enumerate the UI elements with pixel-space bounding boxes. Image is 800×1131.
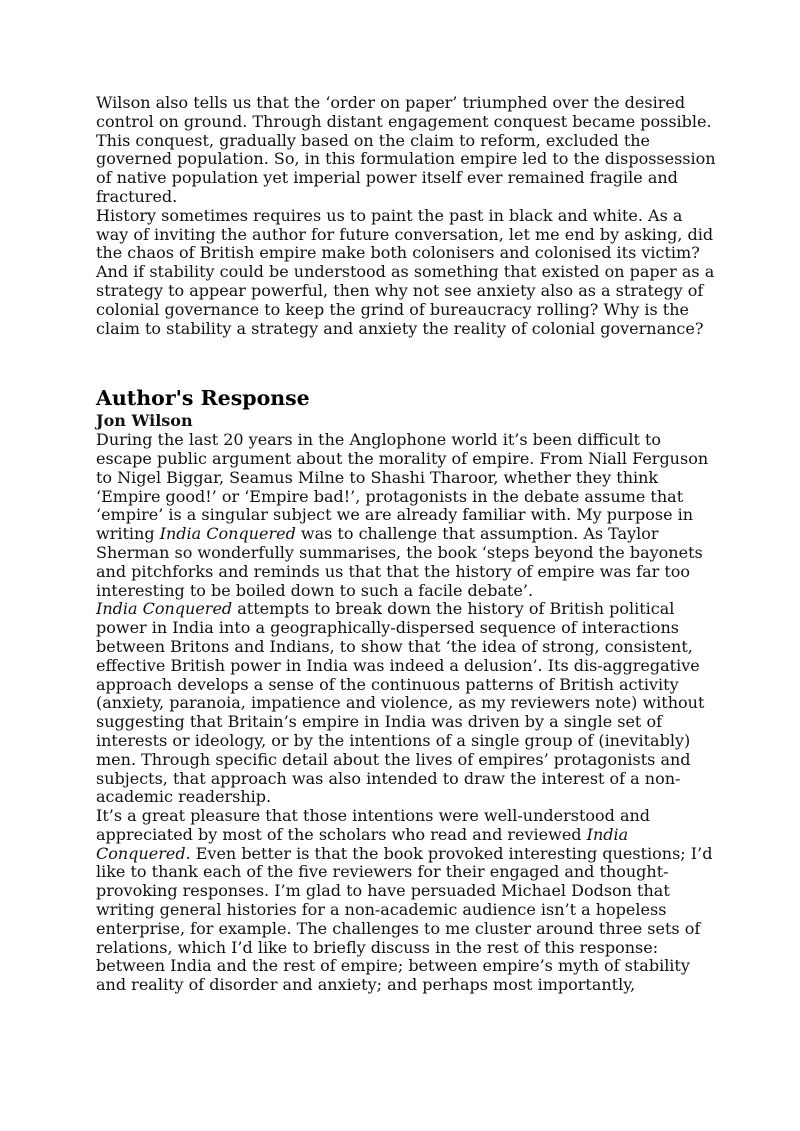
document-page	[96, 94, 716, 995]
text-run: It’s a great pleasure that those intentions were well-understood and appreciated by most of the scholars who read and reviewed	[96, 806, 651, 844]
section-heading: Author's Response	[96, 386, 310, 411]
book-title: India Conquered	[96, 824, 629, 863]
book-title: India Conquered	[159, 524, 296, 544]
text-run: attempts to break down the history of British political power in India into a geographically-dispersed sequence of interactions between Britons and Indians, to show that ‘the idea of strong, consistent, effective British power in India was indeed a delusion’. Its dis-aggregative approach develops a sense of the continuous patterns of British activity (anxiety, paranoia, impatience and violence, as my reviewers note) without suggesting that Britain’s empire in India was driven by a single set of interests or ideology, or by the intentions of a single group of (inevitably) men. Through specific detail about the lives of empires’ protagonists and subjects, that approach was also intended to draw the interest of a non-academic readership.	[96, 599, 705, 807]
review-paragraph: History sometimes requires us to paint the past in black and white. As a way of inviting the author for future conversation, let me end by asking, did the chaos of British empire make both colonisers and colonised its victim? And if stability could be understood as something that existed on paper as a strategy to appear powerful, then why not see anxiety also as a strategy of colonial governance to keep the grind of bureaucracy rolling? Why is the claim to stability a strategy and anxiety the reality of colonial governance?	[96, 205, 715, 338]
response-paragraph	[96, 431, 716, 600]
response-paragraph	[96, 807, 716, 995]
author-name: Jon Wilson	[96, 411, 193, 431]
text-run: During the last 20 years in the Anglophone world it’s been difficult to escape public argument about the morality of empire. From Niall Ferguson to Nigel Biggar, Seamus Milne to Shashi Tharoor, whether they think ‘Empire good!’ or ‘Empire bad!’, protagonists in the debate assume that ‘empire’ is a singular subject we are already familiar with. My purpose in writing	[96, 430, 709, 544]
response-paragraph	[96, 600, 716, 807]
review-paragraph: Wilson also tells us that the ‘order on paper’ triumphed over the desired control on ground. Through distant engagement conquest became possible. This conquest, gradually based on the claim to reform, excluded the governed population. So, in this formulation empire led to the dispossession of native population yet imperial power itself ever remained fragile and fractured.	[96, 93, 716, 206]
section-spacer	[96, 338, 716, 384]
book-title: India Conquered	[96, 599, 233, 619]
text-run: . Even better is that the book provoked interesting questions; I’d like to thank each of the five reviewers for their engaged and thought-provoking responses. I’m glad to have persuaded Michael Dodson that writing general histories for a non-academic audience isn’t a hopeless enterprise, for example. The challenges to me cluster around three sets of relations, which I’d like to briefly discuss in the rest of this response: between India and the rest of empire; between empire’s myth of stability and reality of disorder and anxiety; and perhaps most importantly,	[96, 843, 713, 995]
text-run: was to challenge that assumption. As Taylor Sherman so wonderfully summarises, the book ‘steps beyond the bayonets and pitchforks and reminds us that that the history of empire was far too interesting to be boiled down to such a facile debate’.	[96, 524, 703, 600]
